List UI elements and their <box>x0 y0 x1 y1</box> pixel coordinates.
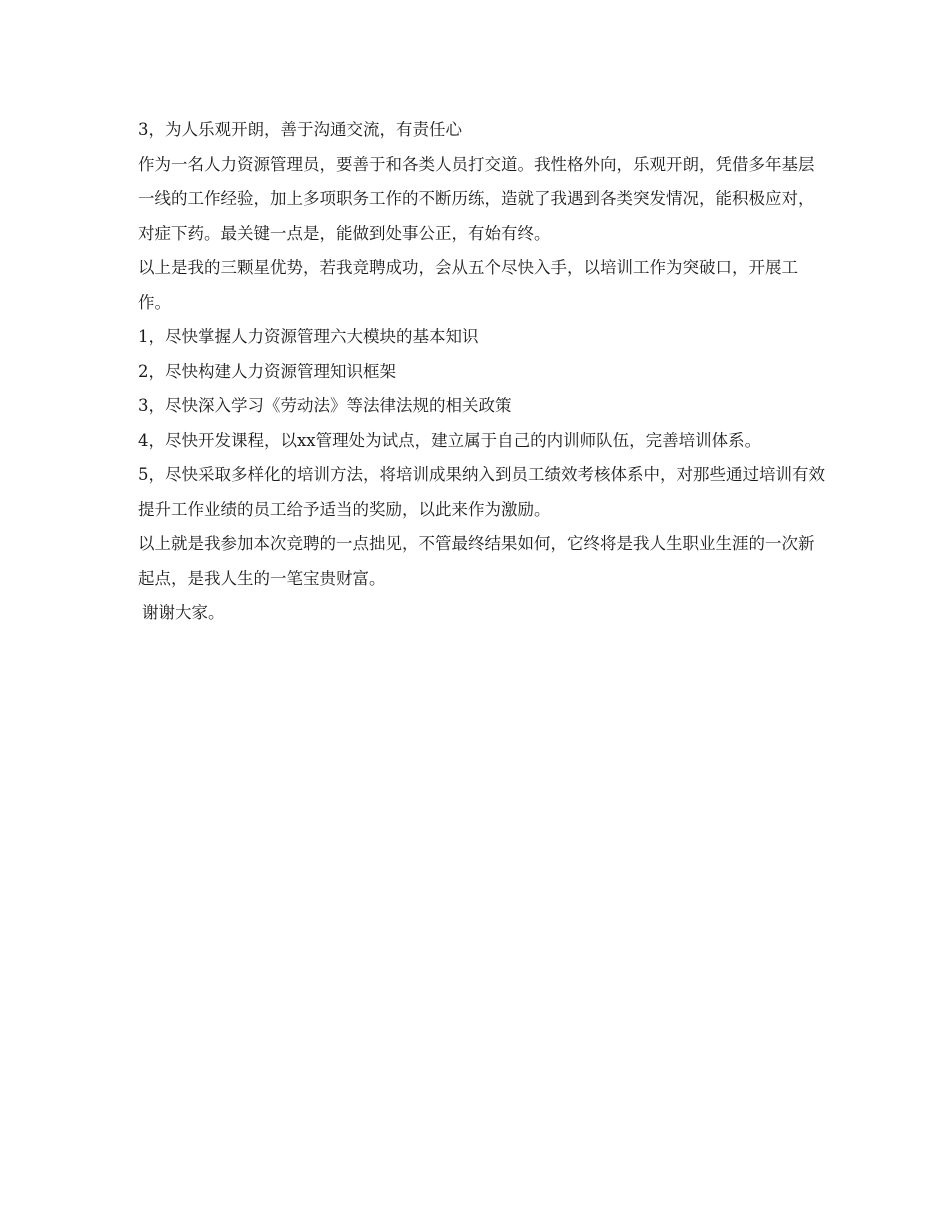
paragraph-conclusion: 以上就是我参加本次竞聘的一点拙见，不管最终结果如何，它终将是我人生职业生涯的一次新起点，是我人生的一笔宝贵财富。 <box>138 534 815 588</box>
document-body <box>138 113 828 631</box>
heading-point-3: 3，为人乐观开朗，善于沟通交流，有责任心 <box>138 120 462 139</box>
list-item-4: 4，尽快开发课程，以xx管理处为试点，建立属于自己的内训师队伍，完善培训体系。 <box>138 430 762 450</box>
list-item-2: 2，尽快构建人力资源管理知识框架 <box>138 361 396 381</box>
closing-thanks: 谢谢大家。 <box>142 603 225 622</box>
paragraph-advantages-summary: 以上是我的三颗星优势，若我竞聘成功，会从五个尽快入手，以培训工作为突破口，开展工作。 <box>138 258 798 312</box>
paragraph-personality: 作为一名人力资源管理员，要善于和各类人员打交道。我性格外向，乐观开朗，凭借多年基层一线的工作经验，加上多项职务工作的不断历练，造就了我遇到各类突发情况，能积极应对，对症下药。最关键一点是，能做到处事公正，有始有终。 <box>138 154 815 243</box>
list-item-5: 5，尽快采取多样化的培训方法，将培训成果纳入到员工绩效考核体系中，对那些通过培训有效提升工作业绩的员工给予适当的奖励，以此来作为激励。 <box>138 465 825 519</box>
list-item-1: 1，尽快掌握人力资源管理六大模块的基本知识 <box>138 327 479 346</box>
list-item-3: 3，尽快深入学习《劳动法》等法律法规的相关政策 <box>138 396 512 415</box>
